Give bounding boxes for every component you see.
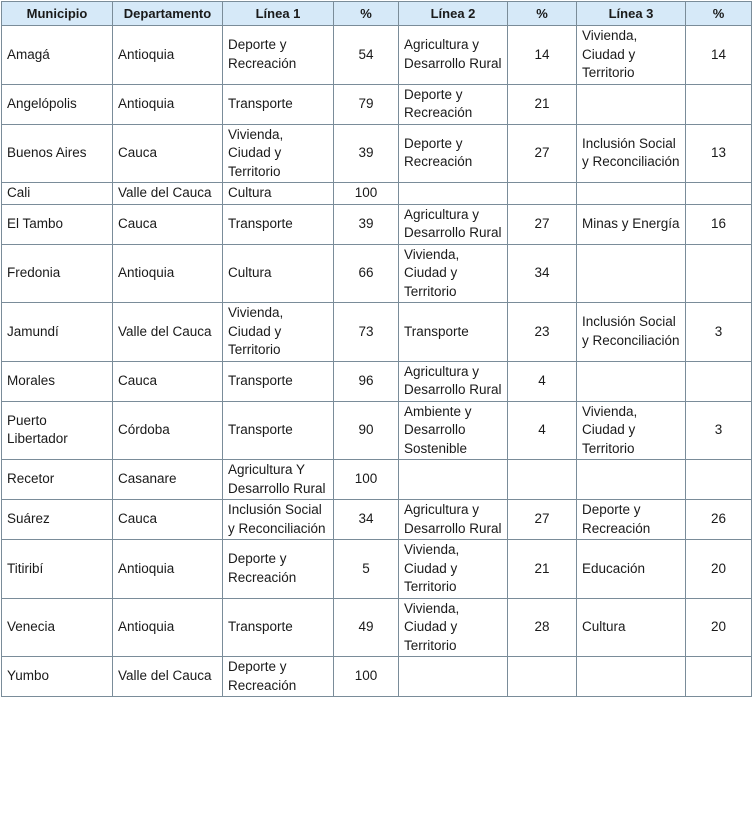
table-row [2, 303, 752, 362]
cell-departamento: Valle del Cauca [113, 657, 223, 697]
cell-porcentaje-1: 66 [334, 244, 399, 303]
cell-linea-3: Inclusión Social y Reconciliación [577, 303, 686, 362]
cell-linea-1: Deporte y Recreación [223, 657, 334, 697]
cell-linea-1: Vivienda, Ciudad y Territorio [223, 124, 334, 183]
cell-linea-3: Educación [577, 540, 686, 599]
cell-porcentaje-2: 23 [508, 303, 577, 362]
cell-porcentaje-2: 21 [508, 84, 577, 124]
cell-municipio: Jamundí [2, 303, 113, 362]
cell-linea-1: Agricultura Y Desarrollo Rural [223, 460, 334, 500]
cell-porcentaje-2: 4 [508, 361, 577, 401]
cell-porcentaje-2 [508, 657, 577, 697]
cell-linea-3 [577, 657, 686, 697]
cell-porcentaje-1: 49 [334, 598, 399, 657]
cell-linea-2 [399, 460, 508, 500]
cell-linea-2: Ambiente y Desarrollo Sostenible [399, 401, 508, 460]
cell-porcentaje-3: 3 [686, 303, 752, 362]
municipios-lineas-table [1, 1, 752, 697]
cell-linea-2 [399, 657, 508, 697]
cell-porcentaje-2: 27 [508, 500, 577, 540]
cell-porcentaje-1: 79 [334, 84, 399, 124]
cell-linea-3: Vivienda, Ciudad y Territorio [577, 401, 686, 460]
cell-linea-2: Transporte [399, 303, 508, 362]
cell-linea-1: Deporte y Recreación [223, 26, 334, 85]
cell-linea-2: Vivienda, Ciudad y Territorio [399, 540, 508, 599]
cell-departamento: Valle del Cauca [113, 183, 223, 205]
cell-porcentaje-3: 13 [686, 124, 752, 183]
cell-linea-2: Vivienda, Ciudad y Territorio [399, 244, 508, 303]
cell-porcentaje-2 [508, 183, 577, 205]
header-linea-2: Línea 2 [399, 2, 508, 26]
cell-porcentaje-3 [686, 657, 752, 697]
table-row [2, 244, 752, 303]
header-porcentaje-2: % [508, 2, 577, 26]
cell-departamento: Cauca [113, 500, 223, 540]
cell-porcentaje-1: 90 [334, 401, 399, 460]
cell-linea-1: Deporte y Recreación [223, 540, 334, 599]
cell-departamento: Córdoba [113, 401, 223, 460]
cell-municipio: Fredonia [2, 244, 113, 303]
cell-linea-3 [577, 244, 686, 303]
cell-linea-1: Transporte [223, 401, 334, 460]
cell-linea-3 [577, 460, 686, 500]
cell-departamento: Cauca [113, 204, 223, 244]
cell-porcentaje-3 [686, 361, 752, 401]
cell-porcentaje-2 [508, 460, 577, 500]
cell-linea-2: Agricultura y Desarrollo Rural [399, 26, 508, 85]
cell-linea-3 [577, 183, 686, 205]
cell-municipio: Venecia [2, 598, 113, 657]
cell-porcentaje-3: 26 [686, 500, 752, 540]
cell-departamento: Cauca [113, 361, 223, 401]
table-row [2, 460, 752, 500]
cell-municipio: Angelópolis [2, 84, 113, 124]
cell-municipio: Recetor [2, 460, 113, 500]
cell-porcentaje-1: 54 [334, 26, 399, 85]
cell-linea-1: Transporte [223, 84, 334, 124]
table-row [2, 204, 752, 244]
cell-linea-3: Minas y Energía [577, 204, 686, 244]
cell-municipio: Puerto Libertador [2, 401, 113, 460]
cell-porcentaje-1: 39 [334, 124, 399, 183]
cell-departamento: Antioquia [113, 540, 223, 599]
cell-porcentaje-3 [686, 460, 752, 500]
cell-departamento: Cauca [113, 124, 223, 183]
header-row [2, 2, 752, 26]
cell-linea-3: Inclusión Social y Reconciliación [577, 124, 686, 183]
cell-linea-3: Deporte y Recreación [577, 500, 686, 540]
cell-porcentaje-1: 5 [334, 540, 399, 599]
cell-linea-2: Agricultura y Desarrollo Rural [399, 361, 508, 401]
cell-porcentaje-1: 100 [334, 460, 399, 500]
cell-municipio: Morales [2, 361, 113, 401]
cell-porcentaje-3: 16 [686, 204, 752, 244]
cell-linea-1: Cultura [223, 244, 334, 303]
cell-departamento: Antioquia [113, 26, 223, 85]
cell-linea-1: Vivienda, Ciudad y Territorio [223, 303, 334, 362]
cell-porcentaje-3: 20 [686, 598, 752, 657]
table-row [2, 401, 752, 460]
cell-linea-2: Agricultura y Desarrollo Rural [399, 500, 508, 540]
cell-departamento: Antioquia [113, 598, 223, 657]
cell-linea-3: Vivienda, Ciudad y Territorio [577, 26, 686, 85]
cell-departamento: Valle del Cauca [113, 303, 223, 362]
cell-porcentaje-2: 34 [508, 244, 577, 303]
cell-porcentaje-2: 27 [508, 204, 577, 244]
table-row [2, 657, 752, 697]
cell-linea-1: Inclusión Social y Reconciliación [223, 500, 334, 540]
header-linea-1: Línea 1 [223, 2, 334, 26]
cell-linea-2: Vivienda, Ciudad y Territorio [399, 598, 508, 657]
cell-linea-2 [399, 183, 508, 205]
table-row [2, 124, 752, 183]
cell-porcentaje-3: 3 [686, 401, 752, 460]
cell-porcentaje-1: 73 [334, 303, 399, 362]
table-row [2, 598, 752, 657]
header-porcentaje-1: % [334, 2, 399, 26]
cell-departamento: Antioquia [113, 244, 223, 303]
cell-departamento: Antioquia [113, 84, 223, 124]
cell-porcentaje-1: 100 [334, 183, 399, 205]
cell-linea-1: Transporte [223, 598, 334, 657]
cell-linea-2: Agricultura y Desarrollo Rural [399, 204, 508, 244]
cell-municipio: Yumbo [2, 657, 113, 697]
cell-municipio: Buenos Aires [2, 124, 113, 183]
cell-linea-1: Transporte [223, 361, 334, 401]
cell-municipio: Suárez [2, 500, 113, 540]
header-linea-3: Línea 3 [577, 2, 686, 26]
cell-porcentaje-3 [686, 84, 752, 124]
cell-municipio: Cali [2, 183, 113, 205]
cell-linea-3: Cultura [577, 598, 686, 657]
cell-municipio: Amagá [2, 26, 113, 85]
header-departamento: Departamento [113, 2, 223, 26]
header-porcentaje-3: % [686, 2, 752, 26]
cell-porcentaje-3 [686, 244, 752, 303]
cell-porcentaje-2: 27 [508, 124, 577, 183]
table-row [2, 500, 752, 540]
cell-linea-3 [577, 84, 686, 124]
table-body [2, 26, 752, 697]
cell-municipio: Titiribí [2, 540, 113, 599]
cell-linea-1: Transporte [223, 204, 334, 244]
cell-porcentaje-3: 14 [686, 26, 752, 85]
table-row [2, 26, 752, 85]
table-row [2, 361, 752, 401]
cell-porcentaje-3: 20 [686, 540, 752, 599]
cell-porcentaje-1: 39 [334, 204, 399, 244]
cell-porcentaje-1: 100 [334, 657, 399, 697]
table-row [2, 84, 752, 124]
cell-linea-2: Deporte y Recreación [399, 124, 508, 183]
table-row [2, 540, 752, 599]
cell-departamento: Casanare [113, 460, 223, 500]
cell-porcentaje-2: 21 [508, 540, 577, 599]
table-row [2, 183, 752, 205]
cell-porcentaje-2: 4 [508, 401, 577, 460]
cell-linea-2: Deporte y Recreación [399, 84, 508, 124]
cell-linea-3 [577, 361, 686, 401]
cell-porcentaje-2: 14 [508, 26, 577, 85]
cell-porcentaje-1: 96 [334, 361, 399, 401]
cell-porcentaje-2: 28 [508, 598, 577, 657]
cell-linea-1: Cultura [223, 183, 334, 205]
cell-porcentaje-3 [686, 183, 752, 205]
cell-porcentaje-1: 34 [334, 500, 399, 540]
cell-municipio: El Tambo [2, 204, 113, 244]
header-municipio: Municipio [2, 2, 113, 26]
